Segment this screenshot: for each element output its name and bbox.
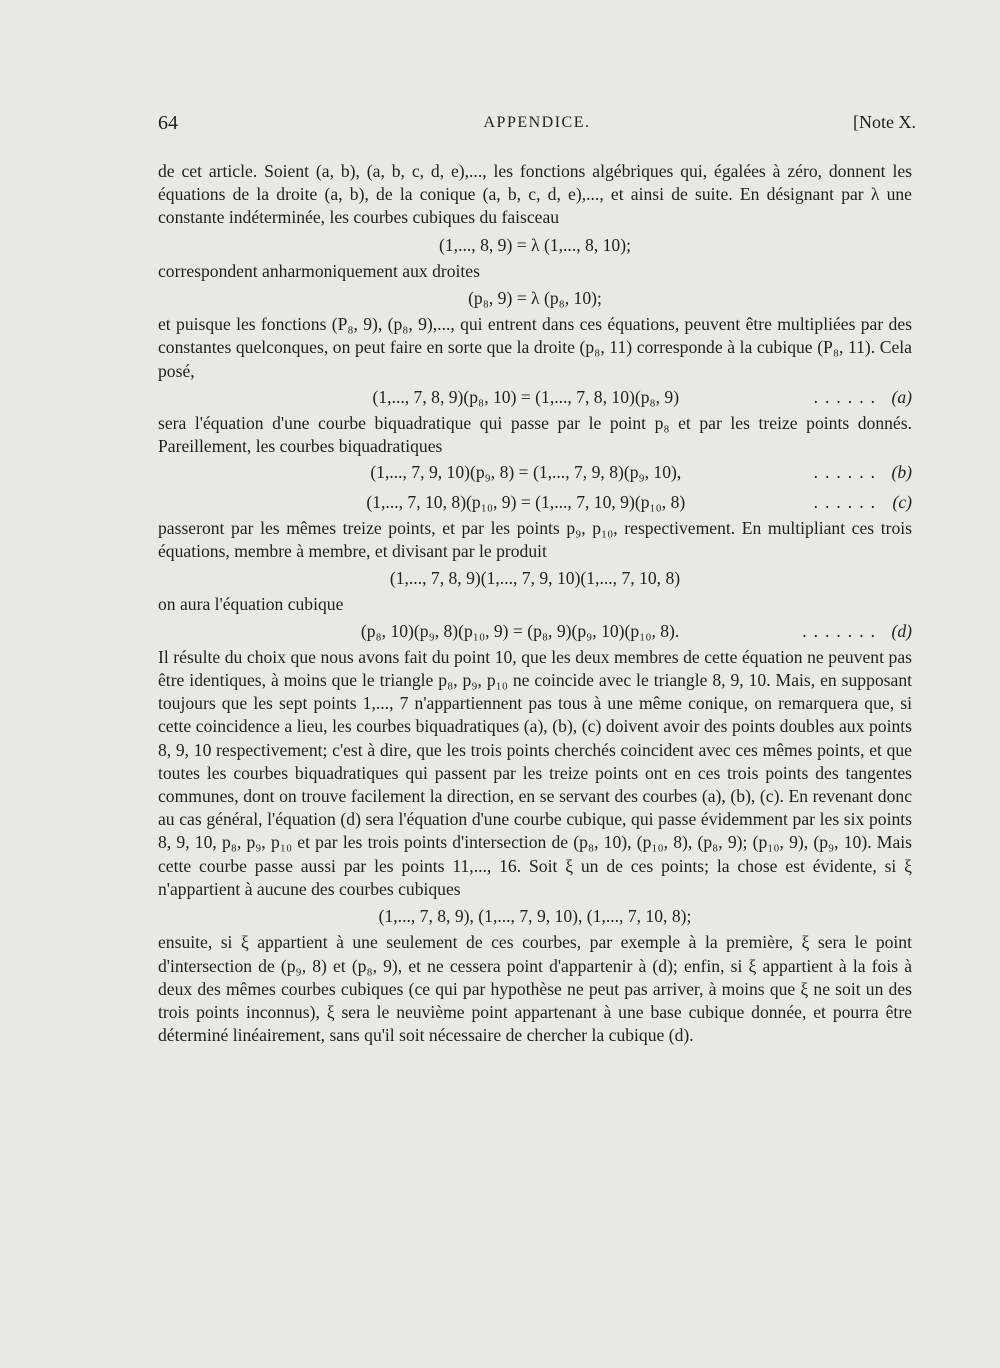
equation-a-formula: (1,..., 7, 8, 9)(p₈, 10) = (1,..., 7, 8, 10)(p₈, 9): [372, 386, 680, 407]
note-label: [Note X.: [853, 112, 916, 132]
equation-c-tag: (c): [892, 491, 912, 512]
equation-b: [158, 458, 912, 487]
equation-c-formula: (1,..., 7, 10, 8)(p₁₀, 9) = (1,..., 7, 10, 9)(p₁₀, 8): [366, 491, 686, 512]
equation-b-leader: ......: [813, 462, 882, 483]
equation-d: [158, 617, 912, 646]
paragraph-4: sera l'équation d'une courbe biquadratique qui passe par le point p₈ et par les treize points donnés. Pareillement, les courbes biquadratiques: [158, 413, 912, 457]
equation-b-tag: (b): [891, 462, 912, 483]
paragraph-7: Il résulte du choix que nous avons fait du point 10, que les deux membres de cette équation ne peuvent pas être identiques, à moins que le triangle p₈, p₉, p₁₀ ne coincide avec le triangle 8, 9, 10. Mais, en supposant toujours que les sept points 1,..., 7 n'appartiennent pas tous à une même conique, on remarquera que, si cette coincidence a lieu, les courbes biquadratiques (a), (b), (c) doivent avoir des points doubles aux points 8, 9, 10 respectivement; c'est à dire, que les trois points cherchés coincident avec ces mêmes points, et que toutes les courbes biquadratiques qui passent par les treize points ont en ces trois points des tangentes communes, dont on trouve facilement la direction, en se servant des courbes (a), (b), (c). En revenant donc au cas général, l'équation (d) sera l'équation d'une courbe cubique, qui passe évidemment par les six points 8, 9, 10, p₈, p₉, p₁₀ et par les trois points d'intersection de (p₈, 10), (p₁₀, 8), (p₈, 9); (p₁₀, 9), (p₉, 10). Mais cette courbe passe aussi par les points 11,..., 16. Soit ξ un de ces points; la chose est évidente, si ξ n'appartient à aucune des courbes cubiques: [158, 646, 912, 899]
equation-a-leader: ......: [813, 386, 882, 407]
equation-d-formula: (p₈, 10)(p₉, 8)(p₁₀, 9) = (p₈, 9)(p₉, 10)(p₁₀, 8).: [360, 620, 680, 641]
paragraph-8: ensuite, si ξ appartient à une seulement de ces courbes, par exemple à la première, ξ sera le point d'intersection de (p₉, 8) et (p₈, 9), et ne cessera point d'appartenir à (d); enfin, si ξ appartient à la fois à deux des mêmes courbes cubiques (ce qui par hypothèse ne peut pas arriver, à moins que ξ ne soit un des trois points inconnus), ξ sera le neuvième point appartenant à une base cubique donnée, et pourra être déterminé linéairement, sans qu'il soit nécessaire de chercher la cubique (d).: [158, 932, 912, 1046]
paragraph-1: de cet article. Soient (a, b), (a, b, c, d, e),..., les fonctions algébriques qui, égalées à zéro, donnent les équations de la droite (a, b), de la conique (a, b, c, d, e),..., et ainsi de suite. En désignant par λ une constante indéterminée, les courbes cubiques du faisceau: [158, 161, 912, 228]
equation-d-leader: .......: [802, 620, 882, 641]
equation-a: [158, 383, 912, 412]
running-head: APPENDICE.: [483, 114, 591, 131]
equation-d-tag: (d): [891, 620, 912, 641]
page-body: [158, 160, 912, 1047]
paragraph-2: correspondent anharmoniquement aux droites: [158, 260, 480, 281]
equation-2: (p₈, 9) = λ (p₈, 10);: [468, 288, 602, 309]
page-number: 64: [158, 112, 178, 134]
equation-3: (1,..., 7, 8, 9)(1,..., 7, 9, 10)(1,..., 7, 10, 8): [389, 568, 681, 589]
equation-c: [158, 488, 912, 517]
equation-b-formula: (1,..., 7, 9, 10)(p₉, 8) = (1,..., 7, 9, 8)(p₉, 10),: [370, 462, 682, 483]
equation-4: (1,..., 7, 8, 9), (1,..., 7, 9, 10), (1,..., 7, 10, 8);: [378, 906, 692, 927]
equation-1: (1,..., 8, 9) = λ (1,..., 8, 10);: [439, 234, 631, 255]
equation-c-leader: ......: [813, 491, 882, 512]
equation-a-tag: (a): [891, 386, 912, 407]
page-header: [158, 112, 916, 142]
paragraph-3: et puisque les fonctions (P₈, 9), (p₈, 9),..., qui entrent dans ces équations, peuvent être multipliées par des constantes quelconques, on peut faire en sorte que la droite (p₈, 11) corresponde à la cubique (P₈, 11). Cela posé,: [158, 314, 912, 381]
paragraph-6: on aura l'équation cubique: [158, 594, 344, 615]
paragraph-5: passeront par les mêmes treize points, et par les points p₉, p₁₀, respectivement. En multipliant ces trois équations, membre à membre, et divisant par le produit: [158, 517, 912, 562]
